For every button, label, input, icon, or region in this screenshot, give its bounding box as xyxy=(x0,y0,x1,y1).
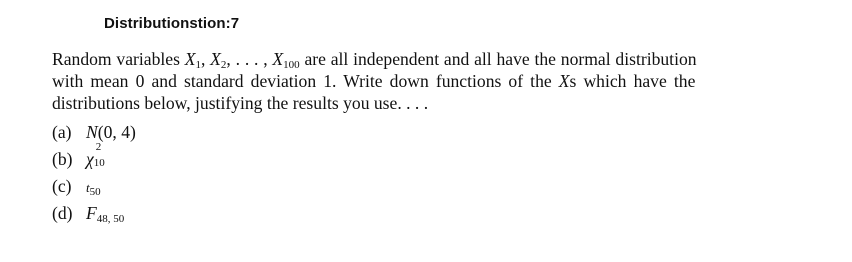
page-header: Distributionstion:7 xyxy=(104,15,240,32)
list-item xyxy=(52,121,136,148)
item-expression: χ 2 10 xyxy=(86,141,105,169)
list-item xyxy=(52,175,136,202)
problem-line-2: with mean 0 and standard deviation 1. Write down functions of the Xs which have the xyxy=(52,71,696,91)
problem-line-3: distributions below, justifying the results you use. . . . xyxy=(52,93,429,113)
distribution-list xyxy=(52,121,136,229)
item-label: (b) xyxy=(52,149,73,169)
item-label: (d) xyxy=(52,203,73,223)
problem-statement xyxy=(52,48,842,114)
problem-line-1: Random variables $X_1$, $X_2$, . . . , $X_{100}$ are all independent and all have the normal distribution xyxy=(52,49,697,71)
item-expression: $t_{50}$ xyxy=(86,180,101,198)
list-item xyxy=(52,141,136,175)
item-label: (a) xyxy=(52,122,72,142)
item-expression: N(0, 4) xyxy=(86,122,136,142)
item-label: (c) xyxy=(52,176,72,196)
list-item xyxy=(52,202,136,229)
item-expression: $F_{48, 50}$ xyxy=(86,203,125,225)
